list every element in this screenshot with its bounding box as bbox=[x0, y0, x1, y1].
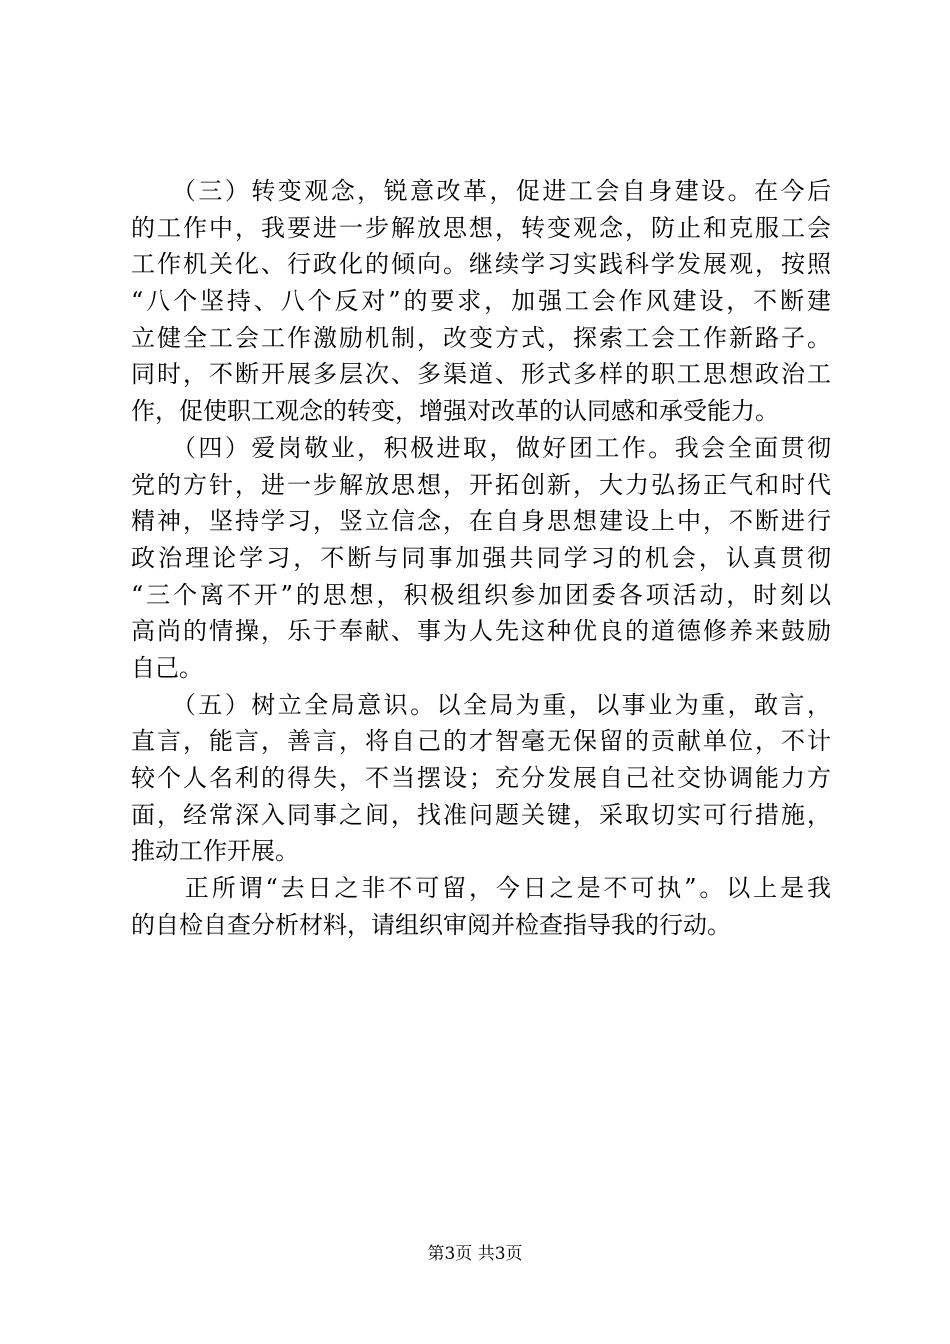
text-line: 面，经常深入同事之间，找准问题关键，采取切实可行措施， bbox=[131, 800, 831, 829]
paragraph-5 bbox=[131, 687, 831, 870]
text-line: 高尚的情操，乐于奉献、事为人先这种优良的道德修养来鼓励 bbox=[131, 617, 831, 646]
paragraph-3 bbox=[131, 173, 831, 430]
text-line: 作，促使职工观念的转变，增强对改革的认同感和承受能力。 bbox=[131, 397, 779, 426]
page-number-footer: 第3页 共3页 bbox=[427, 1244, 523, 1264]
text-line: 精神，坚持学习，竖立信念，在自身思想建设上中，不断进行 bbox=[131, 507, 831, 536]
text-line: （四）爱岗敬业，积极进取，做好团工作。我会全面贯彻 bbox=[131, 433, 831, 462]
text-line: 的自检自查分析材料，请组织审阅并检查指导我的行动。 bbox=[131, 910, 731, 939]
text-line: 直言，能言，善言，将自己的才智毫无保留的贡献单位，不计 bbox=[131, 727, 831, 756]
paragraph-4 bbox=[131, 430, 831, 687]
text-line: 立健全工会工作激励机制，改变方式，探索工会工作新路子。 bbox=[131, 323, 831, 352]
text-line: （五）树立全局意识。以全局为重，以事业为重，敢言， bbox=[131, 690, 831, 719]
text-line: 自己。 bbox=[131, 653, 203, 682]
text-line: “八个坚持、八个反对”的要求，加强工会作风建设，不断建 bbox=[131, 287, 831, 316]
text-line: 的工作中，我要进一步解放思想，转变观念，防止和克服工会 bbox=[131, 213, 831, 242]
text-line: 工作机关化、行政化的倾向。继续学习实践科学发展观，按照 bbox=[131, 250, 831, 279]
text-line: 党的方针，进一步解放思想，开拓创新，大力弘扬正气和时代 bbox=[131, 470, 831, 499]
document-body bbox=[131, 173, 831, 943]
text-line: “三个离不开”的思想，积极组织参加团委各项活动，时刻以 bbox=[131, 580, 831, 609]
text-line: 同时，不断开展多层次、多渠道、形式多样的职工思想政治工 bbox=[131, 360, 831, 389]
text-line: 政治理论学习，不断与同事加强共同学习的机会，认真贯彻 bbox=[131, 543, 831, 572]
text-line: （三）转变观念，锐意改革，促进工会自身建设。在今后 bbox=[131, 177, 831, 205]
text-line: 正所谓“去日之非不可留，今日之是不可执”。以上是我 bbox=[131, 874, 831, 903]
text-line: 推动工作开展。 bbox=[131, 837, 299, 866]
text-line: 较个人名利的得失，不当摆设；充分发展自己社交协调能力方 bbox=[131, 764, 831, 792]
paragraph-conclusion bbox=[131, 870, 831, 943]
